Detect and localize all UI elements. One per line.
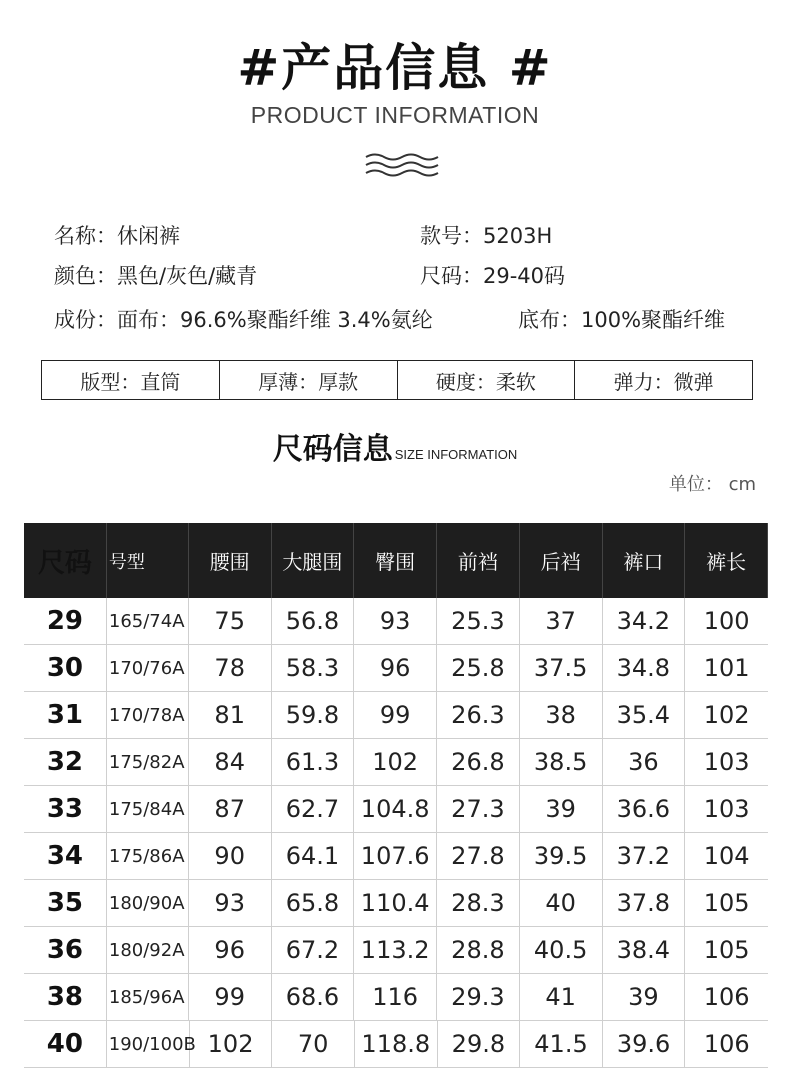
table-cell: 29.3 [437,974,520,1020]
table-cell: 105 [703,889,750,917]
info-lining [518,304,725,334]
color-value: 黑色/灰色/藏青 [117,264,258,288]
table-cell: 90 [189,833,272,879]
table-cell: 101 [703,654,750,682]
table-row [24,645,768,692]
name-value: 休闲裤 [117,224,180,248]
header-hip: 臀围 [354,523,437,598]
info-size [420,260,565,290]
style-no-label: 款号： [420,224,483,248]
size-label: 尺码： [420,264,483,288]
table-cell: 40.5 [520,927,603,973]
table-cell: 39.5 [520,833,603,879]
table-cell: 58.3 [272,645,355,691]
header-waist: 腰围 [189,523,272,598]
table-cell: 175/86A [107,833,189,879]
table-row [24,739,768,786]
table-cell: 104 [703,842,750,870]
table-cell: 104.8 [354,786,437,832]
table-cell: 107.6 [354,833,437,879]
info-style-no [420,220,552,250]
header-back-rise: 后裆 [520,523,603,598]
table-cell: 25.3 [437,598,520,644]
table-cell: 65.8 [272,880,355,926]
table-cell: 59.8 [272,692,355,738]
color-label: 颜色： [54,264,117,288]
table-cell: 27.8 [437,833,520,879]
table-cell: 175/82A [107,739,189,785]
table-cell: 67.2 [272,927,355,973]
table-cell: 26.3 [437,692,520,738]
table-row [24,880,768,927]
table-cell: 30 [24,645,107,691]
table-cell: 26.8 [437,739,520,785]
table-cell: 99 [354,692,437,738]
header-size: 尺码 [24,523,107,598]
attr-thickness: 厚薄：厚款 [220,361,398,399]
table-cell: 40 [24,1021,107,1067]
table-cell: 39 [603,974,686,1020]
table-cell: 41 [520,974,603,1020]
table-cell: 38 [24,974,107,1020]
table-row [24,833,768,880]
table-cell: 84 [189,739,272,785]
table-cell: 180/92A [107,927,189,973]
table-cell: 116 [354,974,437,1020]
table-cell: 34.8 [603,645,686,691]
table-cell: 35.4 [603,692,686,738]
table-cell: 37.8 [603,880,686,926]
table-cell: 27.3 [437,786,520,832]
size-title-en: SIZE INFORMATION [394,447,518,462]
table-cell: 100 [703,607,750,635]
table-cell: 35 [24,880,107,926]
page-title: #产品信息 # [237,39,553,97]
table-cell: 40 [520,880,603,926]
table-cell: 62.7 [272,786,355,832]
table-cell: 39.6 [603,1021,686,1067]
table-cell: 39 [520,786,603,832]
name-label: 名称： [54,224,117,248]
table-cell: 96 [354,645,437,691]
table-cell: 93 [354,598,437,644]
table-cell: 103 [703,795,750,823]
lining-label: 底布： [518,308,581,332]
table-cell: 99 [189,974,272,1020]
table-cell: 25.8 [437,645,520,691]
table-cell: 93 [189,880,272,926]
table-row [24,974,768,1021]
table-row [24,927,768,974]
table-cell: 70 [272,1021,355,1067]
table-cell: 118.8 [355,1021,438,1067]
table-cell: 64.1 [272,833,355,879]
header-leg-opening: 裤口 [603,523,686,598]
unit-label: 单位： cm [668,474,756,495]
table-row [24,692,768,739]
table-cell: 103 [703,748,750,776]
table-cell: 36.6 [603,786,686,832]
table-row [24,598,768,645]
table-cell: 37 [520,598,603,644]
size-title-cn: 尺码信息 [272,432,393,467]
composition-label: 成份： [54,308,117,332]
table-cell: 56.8 [272,598,355,644]
table-cell: 87 [189,786,272,832]
table-cell: 38.4 [603,927,686,973]
table-cell: 170/76A [107,645,189,691]
table-cell: 105 [703,936,750,964]
table-cell: 29 [24,598,107,644]
lining-value: 100%聚酯纤维 [581,308,726,332]
attribute-box [41,360,753,400]
style-no-value: 5203H [483,224,553,248]
table-cell: 28.3 [437,880,520,926]
table-cell: 36 [24,927,107,973]
header-front-rise: 前裆 [437,523,520,598]
table-cell: 102 [354,739,437,785]
table-cell: 28.8 [437,927,520,973]
attr-hardness: 硬度：柔软 [398,361,576,399]
table-cell: 106 [703,1030,750,1058]
table-row [24,786,768,833]
table-cell: 34.2 [603,598,686,644]
info-composition [54,304,433,334]
table-cell: 33 [24,786,107,832]
table-cell: 29.8 [438,1021,521,1067]
info-color [54,260,257,290]
size-section-title [0,424,790,468]
table-cell: 110.4 [354,880,437,926]
table-cell: 38 [520,692,603,738]
table-header-row [24,523,768,598]
table-cell: 96 [189,927,272,973]
table-cell: 75 [189,598,272,644]
table-cell: 37.5 [520,645,603,691]
table-cell: 61.3 [272,739,355,785]
page-subtitle: PRODUCT INFORMATION [250,102,540,128]
wave-icon [364,152,440,178]
table-cell: 175/84A [107,786,189,832]
header-length: 裤长 [685,523,768,598]
composition-value: 面布：96.6%聚酯纤维 3.4%氨纶 [117,308,433,332]
table-cell: 190/100B [107,1021,190,1067]
table-cell: 38.5 [520,739,603,785]
table-cell: 102 [190,1021,273,1067]
table-cell: 106 [703,983,750,1011]
table-cell: 180/90A [107,880,189,926]
table-cell: 102 [703,701,750,729]
attr-fit: 版型：直筒 [42,361,220,399]
info-name [54,220,180,250]
size-table [24,523,768,1068]
table-cell: 170/78A [107,692,189,738]
header-model: 号型 [107,523,189,598]
table-cell: 68.6 [272,974,355,1020]
table-cell: 31 [24,692,107,738]
table-cell: 41.5 [520,1021,603,1067]
table-cell: 185/96A [107,974,189,1020]
table-cell: 34 [24,833,107,879]
table-cell: 113.2 [354,927,437,973]
table-cell: 165/74A [107,598,189,644]
header-thigh: 大腿围 [272,523,355,598]
table-cell: 78 [189,645,272,691]
size-value: 29-40码 [483,264,566,288]
table-row [24,1021,768,1068]
attr-elasticity: 弹力：微弹 [613,369,714,394]
table-cell: 32 [24,739,107,785]
table-cell: 36 [603,739,686,785]
table-cell: 37.2 [603,833,686,879]
table-cell: 81 [189,692,272,738]
